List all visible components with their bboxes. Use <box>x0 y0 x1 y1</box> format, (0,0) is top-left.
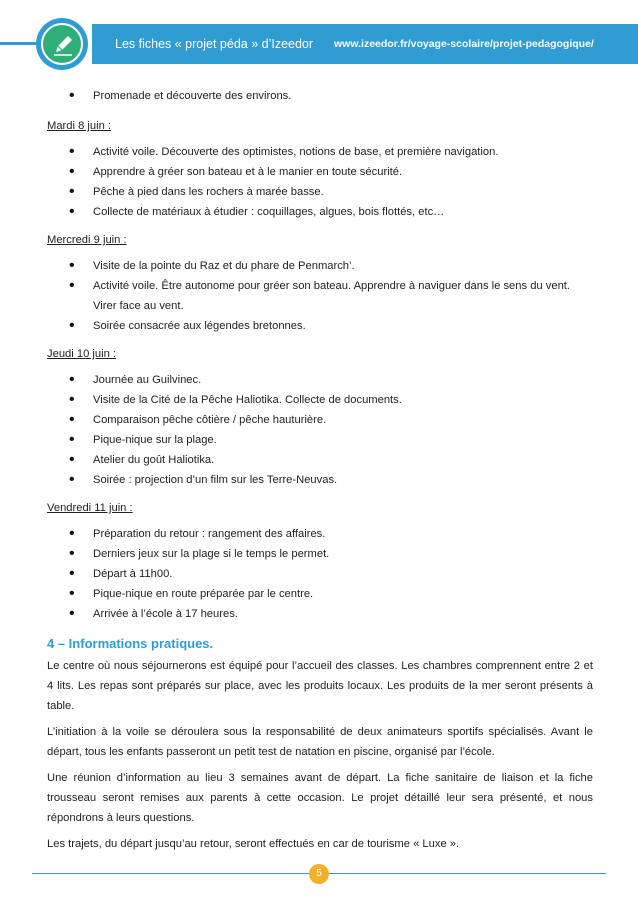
day-heading: Jeudi 10 juin : <box>47 348 117 360</box>
bullet-icon: • <box>69 371 75 388</box>
bullet-icon: • <box>69 565 75 582</box>
intro-list <box>47 86 593 106</box>
list-item: • Promenade et découverte des environs. <box>69 87 292 104</box>
page-header <box>0 18 638 70</box>
list-item: • Soirée : projection d’un film sur les Terre-Neuvas. <box>69 471 338 488</box>
bullet-icon: • <box>69 411 75 428</box>
list-item: • Journée au Guilvinec. <box>69 371 202 388</box>
paragraph: Une réunion d’information au lieu 3 semaines avant de départ. La fiche sanitaire de liaison et la fiche trousseau seront remises aux parents à cette occasion. Le projet détaillé leur sera présenté, et nous répondrons à leurs questions. <box>47 772 593 824</box>
bullet-icon: • <box>69 143 75 160</box>
bullet-icon: • <box>69 605 75 622</box>
bullet-icon: • <box>69 391 75 408</box>
page-content <box>47 86 593 854</box>
list-item: • Activité voile. Découverte des optimistes, notions de base, et première navigation. <box>69 143 499 160</box>
day-heading: Mardi 8 juin : <box>47 120 112 132</box>
list-item: • Pique-nique en route préparée par le centre. <box>69 585 314 602</box>
bullet-icon: • <box>69 471 75 488</box>
bullet-icon: • <box>69 585 75 602</box>
section-title: 4 – Informations pratiques. <box>47 636 214 651</box>
bullet-icon: • <box>69 317 75 334</box>
bullet-icon: • <box>69 431 75 448</box>
bullet-icon: • <box>69 545 75 562</box>
list-item: • Derniers jeux sur la plage si le temps le permet. <box>69 545 330 562</box>
list-item: • Préparation du retour : rangement des affaires. <box>69 525 326 542</box>
header-url[interactable]: www.izeedor.fr/voyage-scolaire/projet-pedagogique/ <box>334 38 594 50</box>
day-list <box>47 142 593 222</box>
list-item: • Comparaison pêche côtière / pêche hauturière. <box>69 411 327 428</box>
list-item: • Arrivée à l’école à 17 heures. <box>69 605 238 622</box>
day-heading: Mercredi 9 juin : <box>47 234 127 246</box>
list-item: • Visite de la pointe du Raz et du phare de Penmarch’. <box>69 257 355 274</box>
bullet-icon: • <box>69 203 75 220</box>
day-list <box>47 370 593 490</box>
list-item: • Visite de la Cité de la Pêche Haliotika. Collecte de documents. <box>69 391 402 408</box>
paragraph: L’initiation à la voile se déroulera sous la responsabilité de deux animateurs sportifs spécialisés. Avant le départ, tous les enfants passeront un petit test de natation en piscine, organisé par l’école. <box>47 726 593 758</box>
list-item: • Apprendre à gréer son bateau et à le manier en toute sécurité. <box>69 163 403 180</box>
list-item: • Départ à 11h00. <box>69 565 173 582</box>
logo <box>36 18 88 70</box>
bullet-icon: • <box>69 183 75 200</box>
logo-badge <box>41 23 83 65</box>
bullet-icon: • <box>69 257 75 274</box>
header-title: Les fiches « projet péda » d’Izeedor <box>115 37 314 51</box>
header-rule <box>0 42 38 45</box>
day-list <box>47 256 593 336</box>
paragraph: Le centre où nous séjournerons est équipé pour l’accueil des classes. Les chambres comprennent entre 2 et 4 lits. Les repas sont préparés sur place, avec les produits locaux. Les produits de la mer seront présents à table. <box>47 660 593 712</box>
bullet-icon: • <box>69 451 75 468</box>
list-item: • Collecte de matériaux à étudier : coquillages, algues, bois flottés, etc… <box>69 203 445 220</box>
list-item: • Atelier du goût Haliotika. <box>69 451 215 468</box>
list-item: • Pêche à pied dans les rochers à marée basse. <box>69 183 324 200</box>
list-item: • Pique-nique sur la plage. <box>69 431 217 448</box>
paragraph: Les trajets, du départ jusqu’au retour, seront effectués en car de tourisme « Luxe ». <box>47 838 460 850</box>
bullet-icon: • <box>69 87 75 104</box>
bullet-icon: • <box>69 163 75 180</box>
day-list <box>47 524 593 624</box>
list-item: • Soirée consacrée aux légendes bretonnes. <box>69 317 306 334</box>
pen-icon <box>50 32 76 58</box>
bullet-icon: • <box>69 525 75 542</box>
page-number: 5 <box>309 864 329 884</box>
day-heading: Vendredi 11 juin : <box>47 502 133 514</box>
bullet-icon: • <box>69 277 75 294</box>
list-item: • Activité voile. Être autonome pour gréer son bateau. Apprendre à naviguer dans le sens du vent. Virer face au vent. <box>69 277 571 312</box>
